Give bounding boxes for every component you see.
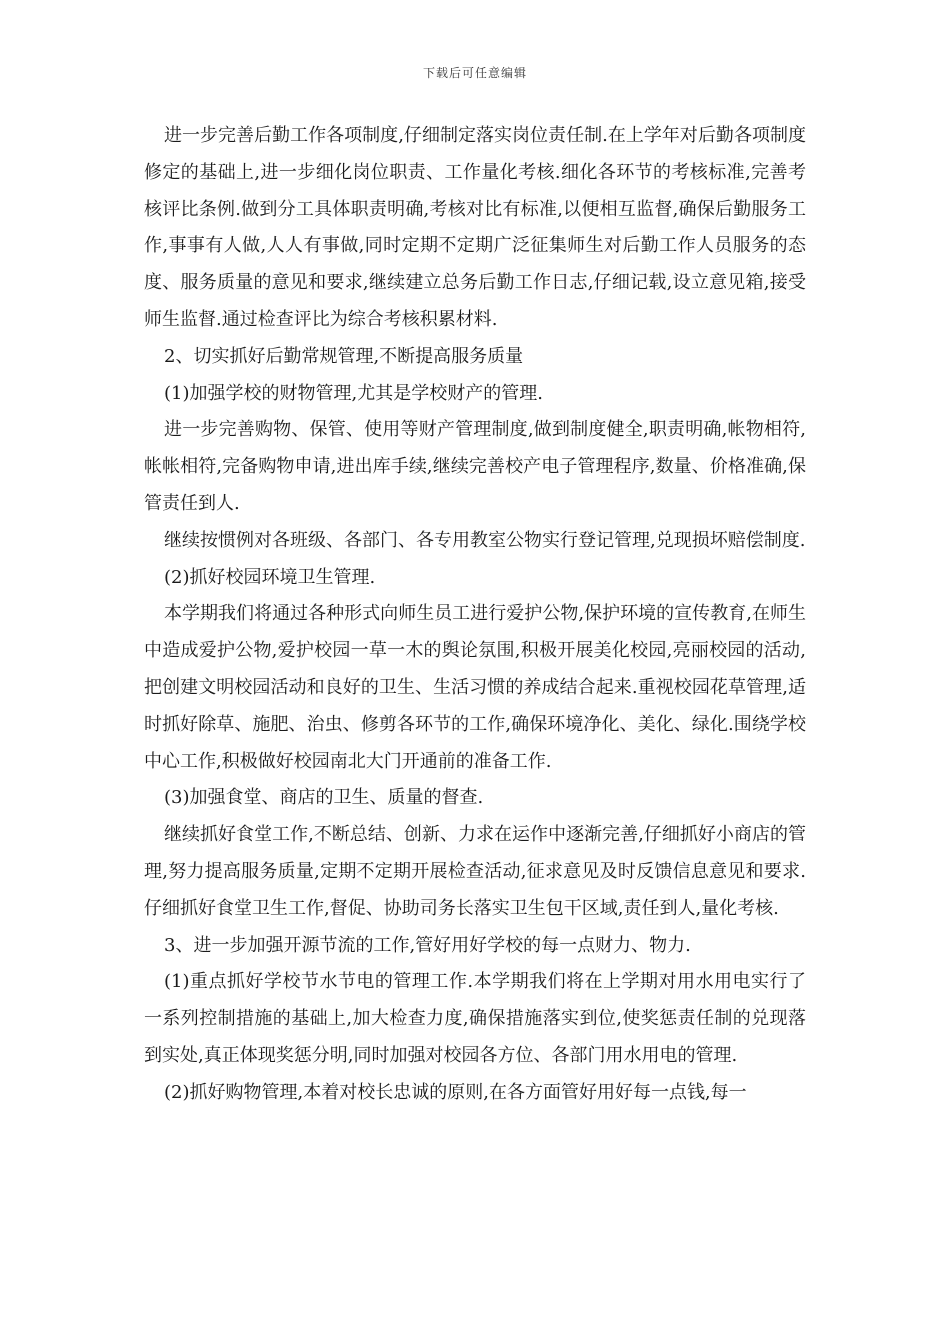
paragraph: (2)抓好购物管理,本着对校长忠诚的原则,在各方面管好用好每一点钱,每一 bbox=[164, 1081, 747, 1103]
subsection-heading: (3)加强食堂、商店的卫生、质量的督查. bbox=[164, 787, 484, 809]
paragraph: 进一步完善购物、保管、使用等财产管理制度,做到制度健全,职责明确,帐物相符,帐帐相符,完备购物申请,进出库手续,继续完善校产电子管理程序,数量、价格准确,保管责任到人. bbox=[144, 419, 806, 514]
paragraph: 继续抓好食堂工作,不断总结、创新、力求在运作中逐渐完善,仔细抓好小商店的管理,努力提高服务质量,定期不定期开展检查活动,征求意见及时反馈信息意见和要求.仔细抓好食堂卫生工作,督促、协助司务长落实卫生包干区域,责任到人,量化考核. bbox=[144, 824, 806, 919]
subsection-heading: (2)抓好校园环境卫生管理. bbox=[164, 566, 376, 588]
document-body bbox=[144, 118, 806, 1112]
paragraph: 进一步完善后勤工作各项制度,仔细制定落实岗位责任制.在上学年对后勤各项制度修定的基础上,进一步细化岗位职责、工作量化考核.细化各环节的考核标准,完善考核评比条例.做到分工具体职责明确,考核对比有标准,以便相互监督,确保后勤服务工作,事事有人做,人人有事做,同时定期不定期广泛征集师生对后勤工作人员服务的态度、服务质量的意见和要求,继续建立总务后勤工作日志,仔细记载,设立意见箱,接受师生监督.通过检查评比为综合考核积累材料. bbox=[144, 125, 806, 330]
paragraph: (1)重点抓好学校节水节电的管理工作.本学期我们将在上学期对用水用电实行了一系列控制措施的基础上,加大检查力度,确保措施落实到位,使奖惩责任制的兑现落到实处,真正体现奖惩分明,同时加强对校园各方位、各部门用水用电的管理. bbox=[144, 971, 806, 1066]
subsection-heading: (1)加强学校的财物管理,尤其是学校财产的管理. bbox=[164, 382, 543, 404]
section-heading: 2、切实抓好后勤常规管理,不断提高服务质量 bbox=[164, 345, 524, 367]
paragraph: 本学期我们将通过各种形式向师生员工进行爱护公物,保护环境的宣传教育,在师生中造成爱护公物,爱护校园一草一木的舆论氛围,积极开展美化校园,亮丽校园的活动,把创建文明校园活动和良好的卫生、生活习惯的养成结合起来.重视校园花草管理,适时抓好除草、施肥、治虫、修剪各环节的工作,确保环境净化、美化、绿化.围绕学校中心工作,积极做好校园南北大门开通前的准备工作. bbox=[144, 603, 806, 772]
section-heading: 3、进一步加强开源节流的工作,管好用好学校的每一点财力、物力. bbox=[164, 934, 691, 956]
paragraph: 继续按惯例对各班级、各部门、各专用教室公物实行登记管理,兑现损坏赔偿制度. bbox=[164, 529, 806, 551]
page-header: 下载后可任意编辑 bbox=[422, 66, 527, 80]
